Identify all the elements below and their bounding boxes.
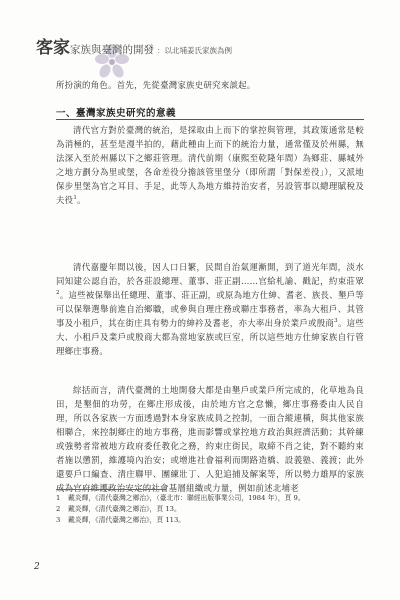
paragraph-2 [56,260,364,358]
footnote-item [56,504,364,515]
header-title-hakka: 客家 [36,38,70,58]
footnote-ref-3[interactable]: 3 [334,318,338,325]
header-subtitle: ：以北埔姜氏家族為例 [157,46,232,55]
footnote-text: 戴炎輝，《清代臺灣之鄉治》，（臺北市：聯經出版事業公司，1984 年），頁 9。 [68,494,305,502]
section-heading-rule [56,119,364,120]
paragraph-2-text-middle: 。這些被保舉出任總理、董事、莊正副，或原為地方仕紳、耆老、族長、墾戶等可以保舉選舉前進自治鄉職，或參與自理庄務或聯庄事務者，率為大租戶、其管事及小租戶，其在街庄具有勢力的紳衿及耆老，亦大率出身於業戶或殷商 [56,290,364,328]
header-title [36,33,232,58]
header-title-main: 家族與臺灣的開發 [70,44,154,56]
footnotes [56,493,364,526]
footnote-text: 戴炎輝，《清代臺灣之鄉治》，頁 13。 [68,505,181,513]
page-number: 2 [34,562,40,572]
paragraph-1 [56,123,364,207]
section-heading: 一、臺灣家族史研究的意義 [56,108,177,119]
paragraph-1-text: 清代官方對於臺灣的統治，是採取由上而下的掌控與管理，其政策通常是較為消極的，甚至是漫半拍的，藉此種由上而下的統治力量，通常僅及於州縣，無法深入至於州縣以下之鄉莊管理。清代前期（康熙至乾隆年間）為鄉莊、縣城外之地方劃分為里或堡，各命差役分擔該管里堡分（即所謂「對保差役」），又派地保步里堡為官之耳目、手足，此等人為地方維持治安者，另設管事以總理賦稅及夫役 [56,125,364,205]
paragraph-1-text-end: 。 [77,195,86,205]
footnote-ref-1[interactable]: 1 [73,195,78,202]
footnote-ref-2[interactable]: 2 [56,290,60,297]
footnote-item [56,515,364,526]
footnote-separator [56,489,166,490]
paragraph-3: 綜括而言，清代臺灣的土地開發大都是由墾戶或業戶所完成的，化草地為良田，是墾佃的功勞，在鄉庄形成後，由於地方官之怠懶，鄉庄事務委由人民自理，所以各家族一方面透過對本身家族成員之控制，一面合縱連橫，與其他家族相聯合，來控制鄉庄的地方事務，進而影響或掌控地方政治與經濟活動；其幹練或強勢者常被地方政府委任教化之務，約束庄街民，取締不肖之徒，對不聽約束者施以懲罰，維護境內治安；或增進社會福利而開路造橋、設義塾、義渡；此外還要戶口編查、清庄聯甲、團練壯丁、人犯追捕及解案等，所以勢力雄厚的家族成為官府維護政治安定的社會基層組織或力量，例如前述北埔老 [56,385,364,493]
paragraph-2-text: 清代嘉慶年間以後，因人口日繁，民間自治氣運漸開，到了道光年間，淡水同知建公認自治，於各莊設總理、董事、莊正副……官給札諭、戳記，約束莊眾 [56,262,364,286]
footnote-item [56,493,364,504]
footnote-number: 2 [56,505,61,513]
footnote-number: 1 [56,494,61,502]
footnote-number: 3 [56,516,61,524]
paragraph-2-text-end: 。這些大、小租戶及業戶或殷商大都為當地家族或巨室，所以這些地方仕紳家族自行管理鄉庄事務。 [56,318,364,356]
intro-text: 所扮演的角色。首先，先從臺灣家族史研究來談起。 [56,80,256,90]
footnote-text: 戴炎輝，《清代臺灣之鄉治》，頁 113。 [68,516,186,524]
